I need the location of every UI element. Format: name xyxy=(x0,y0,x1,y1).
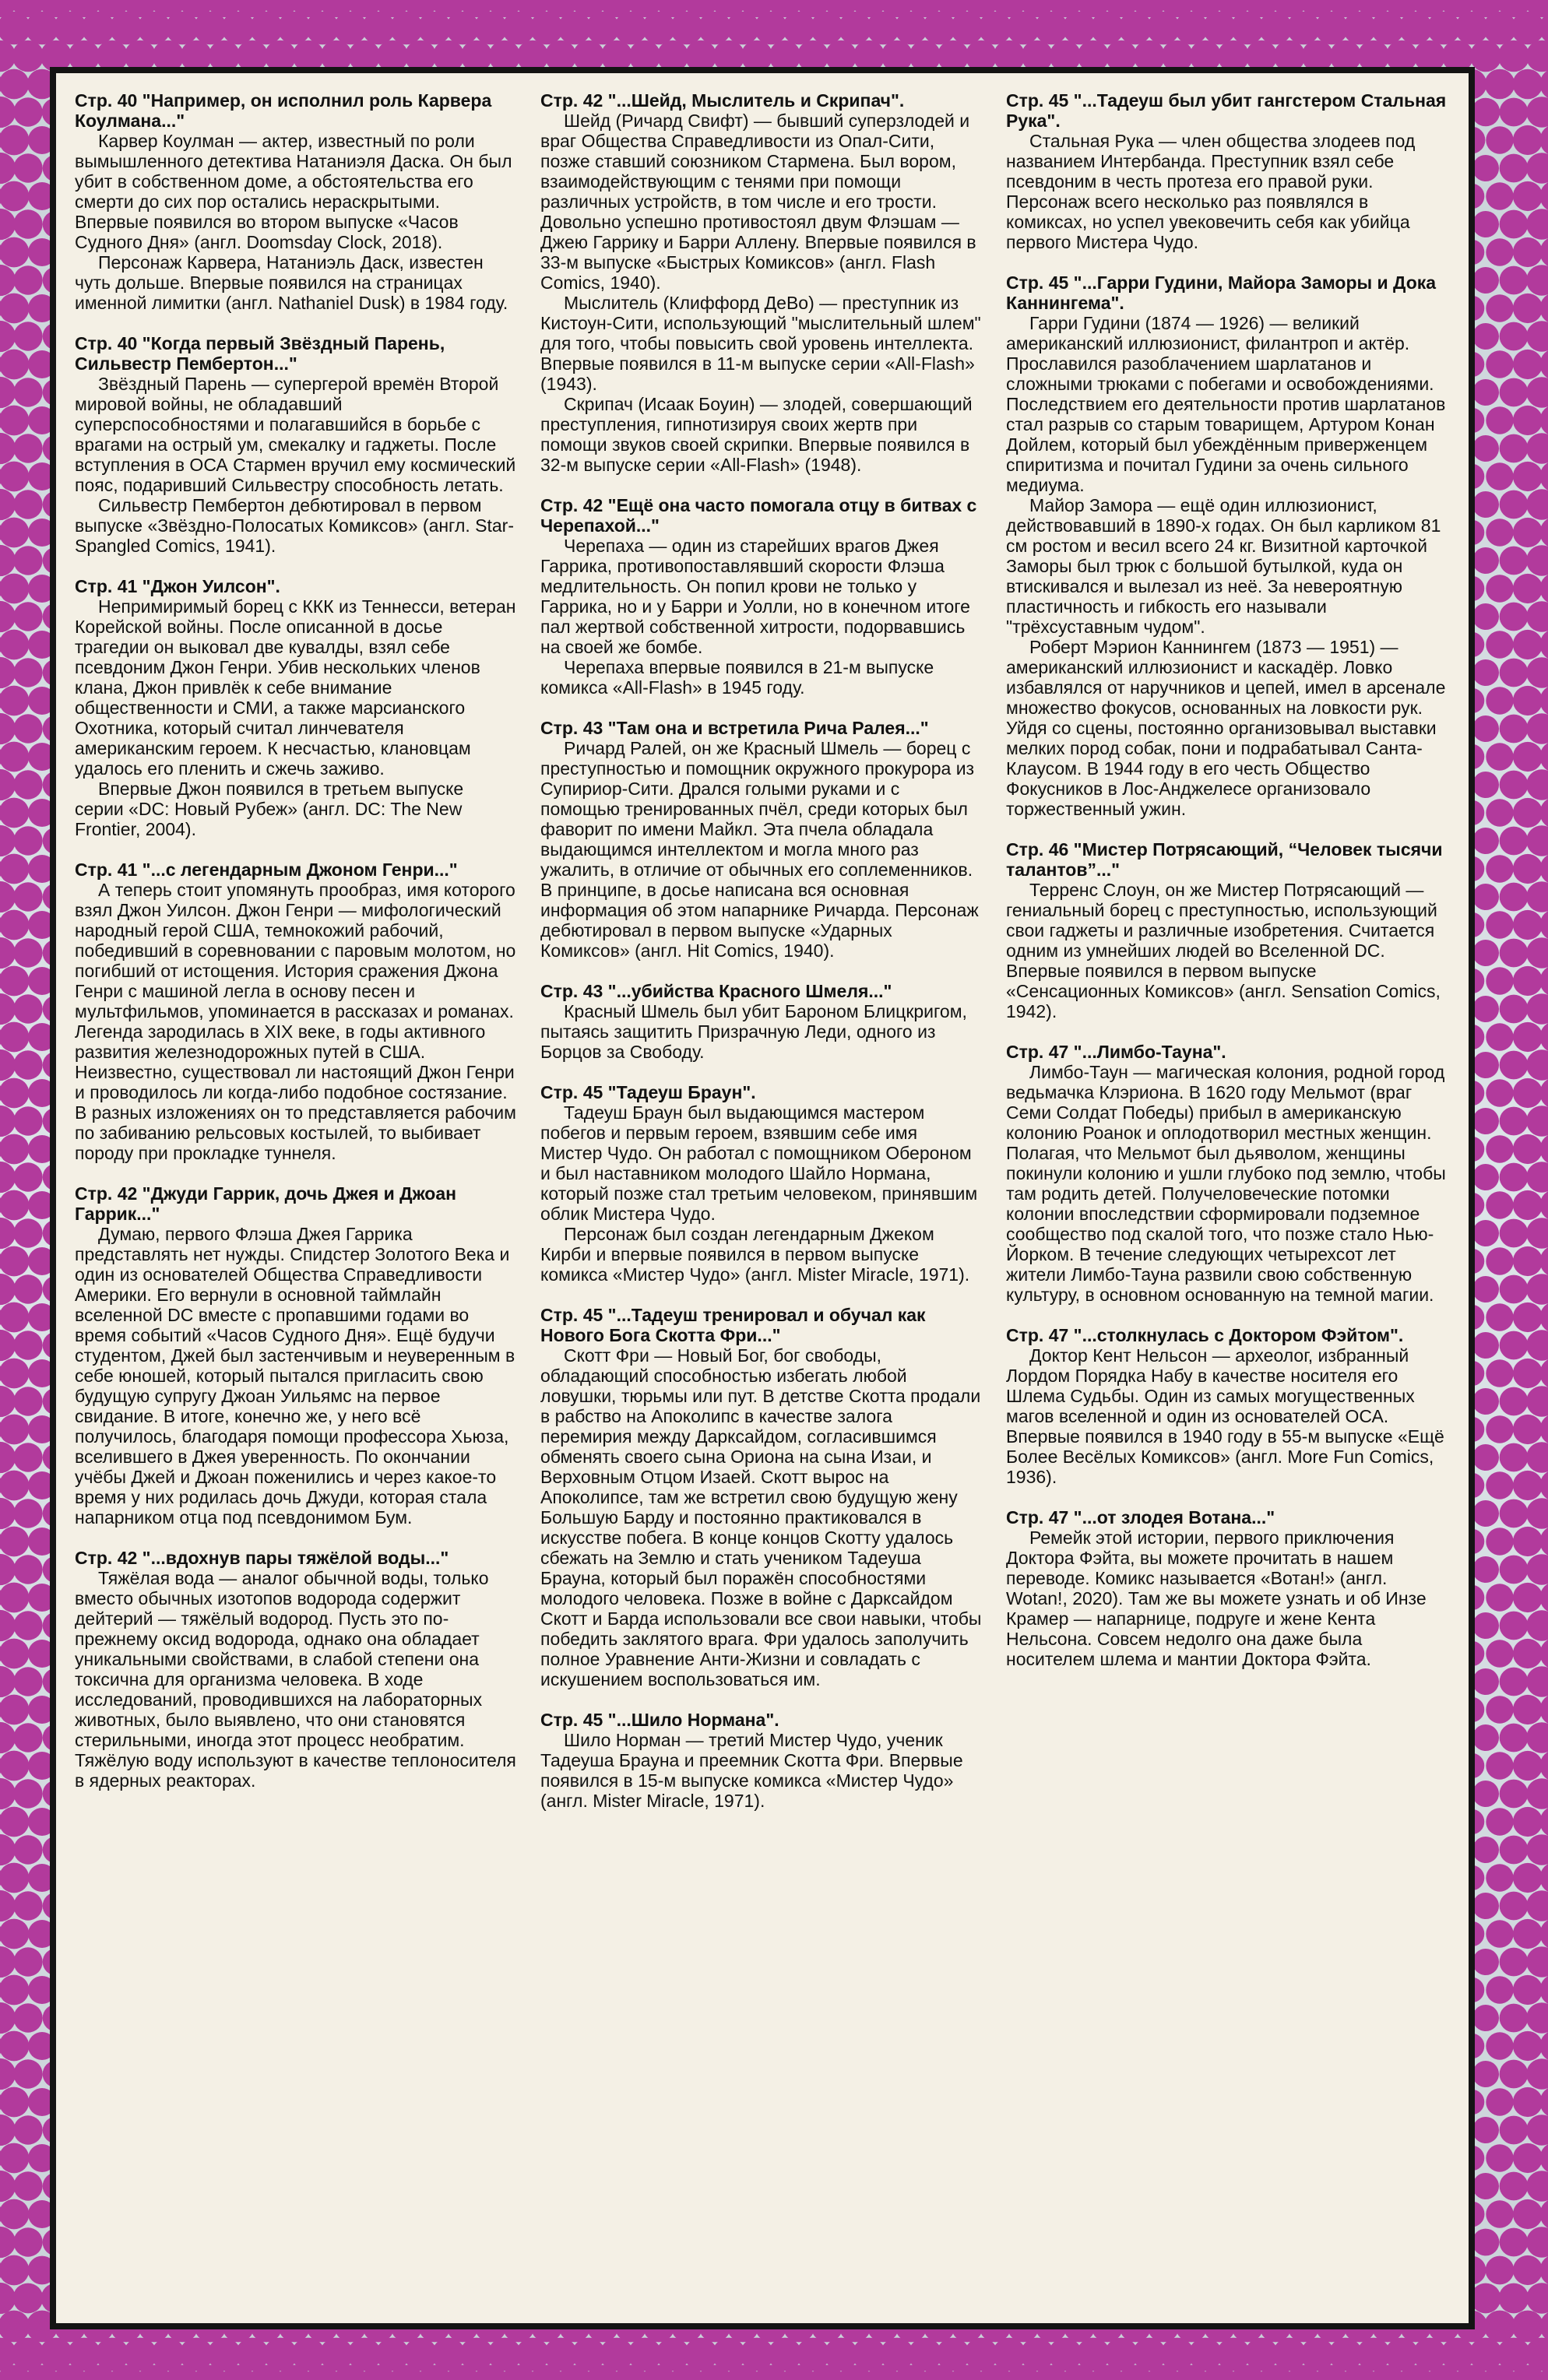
note-entry xyxy=(540,981,983,1062)
note-entry xyxy=(75,576,517,839)
note-heading: Стр. 41 "Джон Уилсон". xyxy=(75,576,280,596)
note-entry xyxy=(75,333,517,556)
note-paragraph: Тяжёлая вода — аналог обычной воды, только вместо обычных изотопов водорода содержит дейтерий — тяжёлый водород. Пусть это по-прежнему оксид водорода, однако она обладает уникальными свойствами, в слабой степени она токсична для организма человека. В ходе исследований, проводившихся на лабораторных животных, было выявлено, что они становятся стерильными, иногда этот процесс необратим. Тяжёлую воду используют в качестве теплоносителя в ядерных реакторах. xyxy=(75,1568,516,1791)
note-paragraph: Скрипач (Исаак Боуин) — злодей, совершающий преступления, гипнотизируя своих жертв при помощи звуков своей скрипки. Впервые появился в 32-м выпуске серии «All-Flash» (1948). xyxy=(540,394,973,475)
note-entry xyxy=(75,90,517,313)
note-paragraph: Красный Шмель был убит Бароном Блицкригом, пытаясь защитить Призрачную Леди, одного из Борцов за Свободу. xyxy=(540,1001,967,1062)
note-entry xyxy=(75,1183,517,1527)
note-paragraph: Сильвестр Пембертон дебютировал в первом выпуске «Звёздно-Полосатых Комиксов» (англ. Star-Spangled Comics, 1941). xyxy=(75,495,514,556)
note-paragraph: Доктор Кент Нельсон — археолог, избранный Лордом Порядка Набу в качестве носителя его Шлема Судьбы. Один из самых могущественных магов вселенной и один из основателей ОСА. Впервые появился в 1940 году в 55-м выпуске «Ещё Более Весёлых Комиксов» (англ. More Fun Comics, 1936). xyxy=(1006,1345,1444,1487)
note-paragraph: Терренс Слоун, он же Мистер Потрясающий — гениальный борец с преступностью, использующий свои гаджеты и различные изобретения. Считается одним из умнейших людей во Вселенной DC. Впервые появился в первом выпуске «Сенсационных Комиксов» (англ. Sensation Comics, 1942). xyxy=(1006,880,1441,1021)
note-entry xyxy=(75,1548,517,1791)
note-entry xyxy=(1006,1507,1448,1669)
note-paragraph: Тадеуш Браун был выдающимся мастером побегов и первым героем, взявшим себе имя Мистер Чудо. Он работал с помощником Обероном и был наставником молодого Шайло Нормана, который позже стал третьим человеком, принявшим облик Мистера Чудо. xyxy=(540,1102,978,1224)
note-entry xyxy=(1006,1042,1448,1305)
note-heading: Стр. 41 "...с легендарным Джоном Генри..." xyxy=(75,860,458,880)
note-paragraph: Персонаж был создан легендарным Джеком Кирби и впервые появился в первом выпуске комикса «Мистер Чудо» (англ. Mister Miracle, 1971). xyxy=(540,1224,970,1285)
note-paragraph: А теперь стоит упомянуть прообраз, имя которого взял Джон Уилсон. Джон Генри — мифологический народный герой США, темнокожий рабочий, победивший в соревновании с паровым молотом, но погибший от истощения. История сражения Джона Генри с машиной легла в основу песен и мультфильмов, упоминается в рассказах и романах. Легенда зародилась в XIX веке, в годы активного развития железнодорожных путей в США. Неизвестно, существовал ли настоящий Джон Генри и проводилось ли когда-либо подобное состязание. В разных изложениях он то представляется рабочим по забиванию рельсовых костылей, то выбивает породу при прокладке туннеля. xyxy=(75,880,516,1163)
note-paragraph: Шейд (Ричард Свифт) — бывший суперзлодей и враг Общества Справедливости из Опал-Сити, позже ставший союзником Стармена. Был вором, взаимодействующим с тенями при помощи различных устройств, в том числе и его трости. Довольно успешно противостоял двум Флэшам — Джею Гаррику и Барри Аллену. Впервые появился в 33-м выпуске «Быстрых Комиксов» (англ. Flash Comics, 1940). xyxy=(540,111,976,293)
note-entry xyxy=(1006,839,1448,1021)
note-paragraph: Ричард Ралей, он же Красный Шмель — борец с преступностью и помощник окружного прокурора из Супириор-Сити. Дрался голыми руками и с помощью тренированных пчёл, среди которых был фаворит по имени Майкл. Эта пчела обладала выдающимся интеллектом и могла много раз ужалить, в отличие от обычных его соплеменников. В принципе, в досье написана вся основная информация об этом напарнике Ричарда. Персонаж дебютировал в первом выпуске «Ударных Комиксов» (англ. Hit Comics, 1940). xyxy=(540,738,979,961)
note-paragraph: Черепаха впервые появился в 21-м выпуске комикса «All-Flash» в 1945 году. xyxy=(540,657,934,698)
column-1 xyxy=(75,90,517,2315)
note-heading: Стр. 42 "...Шейд, Мыслитель и Скрипач". xyxy=(540,90,905,111)
note-paragraph: Впервые Джон появился в третьем выпуске серии «DC: Новый Рубеж» (англ. DC: The New Frontier, 2004). xyxy=(75,779,464,839)
note-paragraph: Майор Замора — ещё один иллюзионист, действовавший в 1890-х годах. Он был карликом 81 см ростом и весил всего 24 кг. Визитной карточкой Заморы был трюк с большой бутылкой, куда он втискивался и вылезал из неё. За невероятную пластичность и гибкость его называли "трёхсуставным чудом". xyxy=(1006,495,1441,637)
note-entry xyxy=(1006,1325,1448,1487)
note-heading: Стр. 45 "...Тадеуш был убит гангстером Стальная Рука". xyxy=(1006,90,1447,131)
note-entry xyxy=(1006,272,1448,819)
note-heading: Стр. 42 "Джуди Гаррик, дочь Джея и Джоан Гаррик..." xyxy=(75,1183,457,1224)
note-entry xyxy=(540,90,983,475)
note-entry xyxy=(540,1082,983,1285)
note-heading: Стр. 45 "Тадеуш Браун". xyxy=(540,1082,756,1102)
note-entry xyxy=(1006,90,1448,252)
note-paragraph: Мыслитель (Клиффорд ДеВо) — преступник из Кистоун-Сити, использующий "мыслительный шлем" для того, чтобы повысить свой уровень интеллекта. Впервые появился в 11-м выпуске серии «All-Flash» (1943). xyxy=(540,293,981,394)
text-panel xyxy=(50,67,1475,2329)
note-paragraph: Персонаж Карвера, Натаниэль Даск, известен чуть дольше. Впервые появился на страницах именной лимитки (англ. Nathaniel Dusk) в 1984 году. xyxy=(75,252,508,313)
note-paragraph: Думаю, первого Флэша Джея Гаррика представлять нет нужды. Спидстер Золотого Века и один из основателей Общества Справедливости Америки. Его вернули в основной таймлайн вселенной DC вместе с пропавшими годами во время событий «Часов Судного Дня». Ещё будучи студентом, Джей был застенчивым и неуверенным в себе юношей, который пытался пригласить свою будущую супругу Джоан Уильямс на первое свидание. В итоге, конечно же, у него всё получилось, благодаря помощи профессора Хьюза, вселившего в Джея уверенность. По окончании учёбы Джей и Джоан поженились и через какое-то время у них родилась дочь Джуди, которая стала напарником отца под псевдонимом Бум. xyxy=(75,1224,515,1527)
note-paragraph: Непримиримый борец с ККК из Теннесси, ветеран Корейской войны. После описанной в досье трагедии он выковал две кувалды, взял себе псевдоним Джон Генри. Убив нескольких членов клана, Джон привлёк к себе внимание общественности и СМИ, а также марсианского Охотника, который считал линчевателя американским героем. К несчастью, клановцам удалось его пленить и сжечь заживо. xyxy=(75,596,516,779)
note-paragraph: Шило Норман — третий Мистер Чудо, ученик Тадеуша Брауна и преемник Скотта Фри. Впервые появился в 15-м выпуске комикса «Мистер Чудо» (англ. Mister Miracle, 1971). xyxy=(540,1730,963,1811)
note-heading: Стр. 46 "Мистер Потрясающий, “Человек тысячи талантов”..." xyxy=(1006,839,1443,880)
note-heading: Стр. 40 "Когда первый Звёздный Парень, Сильвестр Пембертон..." xyxy=(75,333,445,374)
note-entry xyxy=(540,1305,983,1689)
note-heading: Стр. 45 "...Тадеуш тренировал и обучал как Нового Бога Скотта Фри..." xyxy=(540,1305,926,1345)
note-paragraph: Карвер Коулман — актер, известный по роли вымышленного детектива Натаниэля Даска. Он был убит в собственном доме, а обстоятельства его смерти до сих пор остались нераскрытыми. Впервые появился во втором выпуске «Часов Судного Дня» (англ. Doomsday Clock, 2018). xyxy=(75,131,512,252)
note-heading: Стр. 43 "...убийства Красного Шмеля..." xyxy=(540,981,892,1001)
note-heading: Стр. 45 "...Шило Нормана". xyxy=(540,1710,779,1730)
note-heading: Стр. 40 "Например, он исполнил роль Карвера Коулмана..." xyxy=(75,90,492,131)
column-3 xyxy=(1006,90,1448,2315)
note-entry xyxy=(540,1710,983,1811)
note-heading: Стр. 47 "...столкнулась с Доктором Фэйтом". xyxy=(1006,1325,1404,1345)
note-heading: Стр. 43 "Там она и встретила Рича Ралея..." xyxy=(540,718,929,738)
note-paragraph: Ремейк этой истории, первого приключения Доктора Фэйта, вы можете прочитать в нашем переводе. Комикс называется «Вотан!» (англ. Wotan!, 2020). Там же вы можете узнать и об Инзе Крамер — напарнице, подруге и жене Кента Нельсона. Совсем недолго она даже была носителем шлема и мантии Доктора Фэйта. xyxy=(1006,1527,1427,1669)
note-paragraph: Гарри Гудини (1874 — 1926) — великий американский иллюзионист, филантроп и актёр. Прославился разоблачением шарлатанов и сложными трюками с побегами и освобождениями. Последствием его деятельности против шарлатанов стал разрыв со старым товарищем, Артуром Конан Дойлем, который был убеждённым приверженцем спиритизма и почитал Гудини за очень сильного медиума. xyxy=(1006,313,1446,495)
note-paragraph: Роберт Мэрион Каннингем (1873 — 1951) — американский иллюзионист и каскадёр. Ловко избавлялся от наручников и цепей, имел в арсенале множество фокусов, основанных на ловкости рук. Уйдя со сцены, постоянно организовывал выставки мелких пород собак, пони и подрабатывал Санта-Клаусом. В 1944 году в его честь Общество Фокусников в Лос-Анджелесе организовало торжественный ужин. xyxy=(1006,637,1446,819)
note-paragraph: Лимбо-Таун — магическая колония, родной город ведьмачка Клэриона. В 1620 году Мельмот (враг Семи Солдат Победы) прибыл в американскую колонию Роанок и оплодотворил местных женщин. Полагая, что Мельмот был дьяволом, женщины покинули колонию и ушли глубоко под землю, чтобы там родить детей. Получеловеческие потомки колонии впоследствии сформировали подземное сообщество под скалой того, что позже стало Нью-Йорком. В течение следующих четырехсот лет жители Лимбо-Тауна развили свою собственную культуру, в основном основанную на темной магии. xyxy=(1006,1062,1446,1305)
note-paragraph: Стальная Рука — член общества злодеев под названием Интербанда. Преступник взял себе псевдоним в честь протеза его правой руки. Персонаж всего несколько раз появлялся в комиксах, но успел увековечить себя как убийца первого Мистера Чудо. xyxy=(1006,131,1416,252)
note-entry xyxy=(75,860,517,1163)
note-heading: Стр. 47 "...Лимбо-Тауна". xyxy=(1006,1042,1226,1062)
note-heading: Стр. 42 "Ещё она часто помогала отцу в битвах с Черепахой..." xyxy=(540,495,977,536)
note-paragraph: Звёздный Парень — супергерой времён Второй мировой войны, не обладавший суперспособностями и полагавшийся в борьбе с врагами на острый ум, смекалку и гаджеты. После вступления в ОСА Стармен вручил ему космический пояс, подаривший Сильвестру способность летать. xyxy=(75,374,516,495)
column-2 xyxy=(540,90,983,2315)
note-entry xyxy=(540,495,983,698)
note-paragraph: Скотт Фри — Новый Бог, бог свободы, обладающий способностью избегать любой ловушки, тюрьмы или пут. В детстве Скотта продали в рабство на Апоколипс в качестве залога перемирия между Дарксайдом, согласившимся обменять своего сына Ориона на сына Изаи, и Верховным Отцом Изаей. Скотт вырос на Апоколипсе, там же встретил свою будущую жену Большую Барду и постоянно практиковался в искусстве побега. В конце концов Скотту удалось сбежать на Землю и стать учеником Тадеуша Брауна, который был поражён способностями молодого человека. Позже в войне с Дарксайдом Скотт и Барда использовали все свои навыки, чтобы победить заклятого врага. Фри удалось заполучить полное Уравнение Анти-Жизни и совладать с искушением воспользоваться им. xyxy=(540,1345,982,1689)
note-entry xyxy=(540,718,983,961)
note-paragraph: Черепаха — один из старейших врагов Джея Гаррика, противопоставлявший скорости Флэша медлительность. Он попил крови не только у Гаррика, но и у Барри и Уолли, но в конечном итоге пал жертвой собственной хитрости, подорвавшись на своей же бомбе. xyxy=(540,536,970,657)
note-heading: Стр. 42 "...вдохнув пары тяжёлой воды..." xyxy=(75,1548,449,1568)
note-heading: Стр. 45 "...Гарри Гудини, Майора Заморы и Дока Каннингема". xyxy=(1006,272,1437,313)
note-heading: Стр. 47 "...от злодея Вотана..." xyxy=(1006,1507,1275,1527)
